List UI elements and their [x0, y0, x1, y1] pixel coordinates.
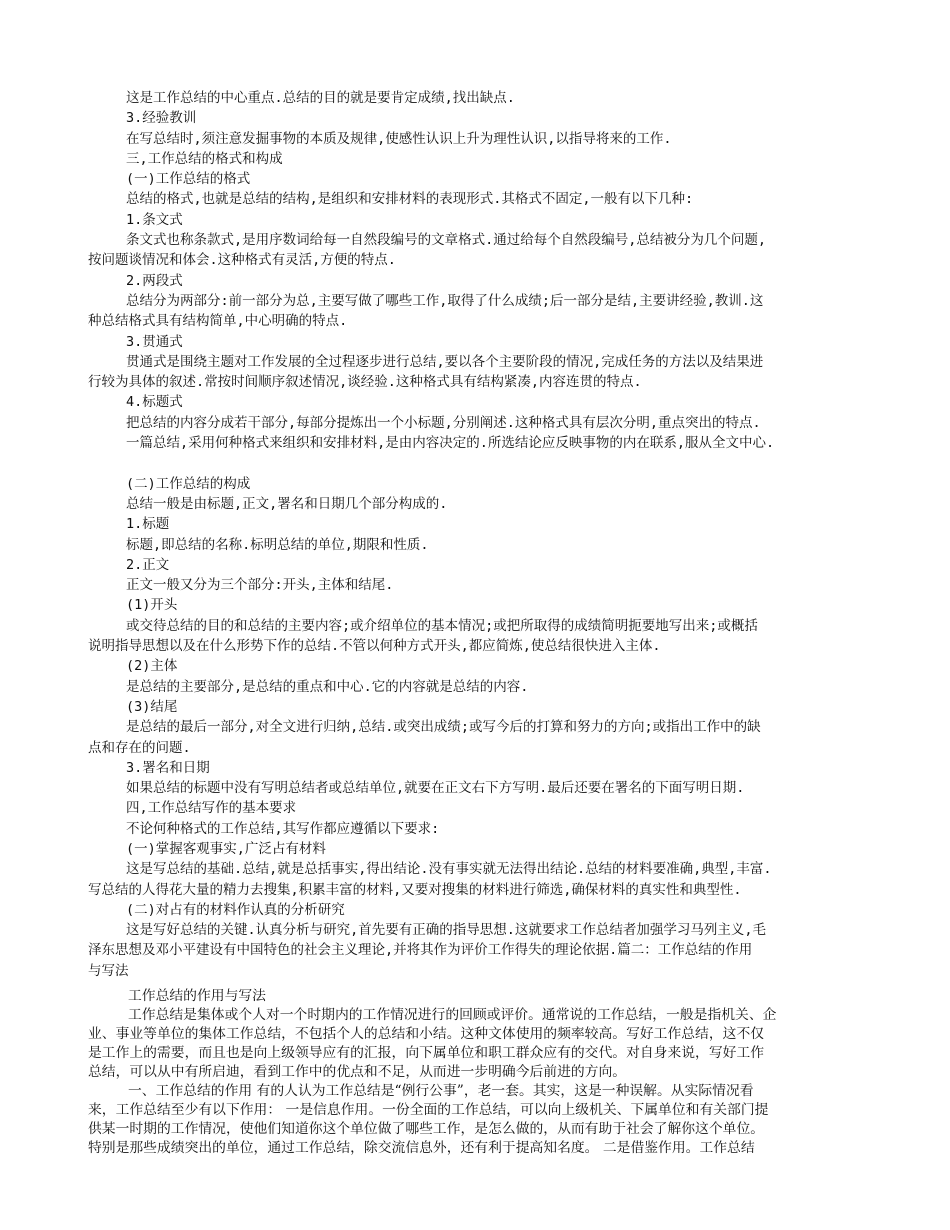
text-line: 1.条文式 [126, 211, 183, 228]
text-line: 把总结的内容分成若干部分,每部分提炼出一个小标题,分别阐述.这种格式具有层次分明,重点突出的特点. [126, 414, 761, 431]
text-line: 是总结的主要部分,是总结的重点和中心.它的内容就是总结的内容. [126, 678, 529, 695]
prose-line: 工作总结的作用与写法 [128, 988, 266, 1005]
prose-line: 工作总结是集体或个人对一个时期内的工作情况进行的回顾或评价。通常说的工作总结，一般是指机关、企 [128, 1007, 777, 1024]
text-line: (一)掌握客观事实,广泛占有材料 [126, 840, 326, 857]
text-line: 总结的格式,也就是总结的结构,是组织和安排材料的表现形式.其格式不固定,一般有以下几种: [126, 191, 694, 208]
text-line: 2.正文 [126, 556, 170, 573]
text-line: 这是写好总结的关键.认真分析与研究,首先要有正确的指导思想.这就要求工作总结者加强学习马列主义,毛 [126, 922, 767, 939]
text-line: (一)工作总结的格式 [126, 171, 251, 188]
text-line: (二)工作总结的构成 [126, 475, 251, 492]
text-line: 总结一般是由标题,正文,署名和日期几个部分构成的. [126, 495, 448, 512]
text-line: 是总结的最后一部分,对全文进行归纳,总结.或突出成绩;或写今后的打算和努力的方向;或指出工作中的缺 [126, 719, 761, 736]
prose-line: 来，工作总结至少有以下作用： 一是信息作用。一份全面的工作总结，可以向上级机关、下属单位和有关部门提 [88, 1102, 769, 1119]
text-line: 这是工作总结的中心重点.总结的目的就是要肯定成绩,找出缺点. [126, 90, 515, 106]
text-line: 如果总结的标题中没有写明总结者或总结单位,就要在正文右下方写明.最后还要在署名的下面写明日期. [126, 780, 745, 797]
text-line: 条文式也称条款式,是用序数词给每一自然段编号的文章格式.通过给每个自然段编号,总结被分为几个问题, [126, 232, 767, 249]
text-line: 泽东思想及邓小平建设有中国特色的社会主义理论,并将其作为评价工作得失的理论依据.篇二：工作总结的作用 [88, 942, 753, 959]
text-line: 三,工作总结的格式和构成 [126, 150, 283, 167]
text-line: 说明指导思想以及在什么形势下作的总结.不管以何种方式开头,都应简炼,使总结很快进入主体. [88, 638, 661, 655]
text-line: 这是写总结的基础.总结,就是总括事实,得出结论.没有事实就无法得出结论.总结的材料要准确,典型,丰富. [126, 861, 772, 878]
text-line: 或交待总结的目的和总结的主要内容;或介绍单位的基本情况;或把所取得的成绩简明扼要地写出来;或概括 [126, 617, 758, 634]
text-line: 与写法 [88, 962, 129, 979]
prose-line: 总结，可以从中有所启迪，看到工作中的优点和不足，从而进一步明确今后前进的方向。 [88, 1064, 627, 1081]
text-line: (二)对占有的材料作认真的分析研究 [126, 901, 345, 918]
text-line: 3.经验教训 [126, 110, 197, 127]
text-line: 正文一般又分为三个部分:开头,主体和结尾. [126, 577, 394, 594]
text-line: 种总结格式具有结构简单,中心明确的特点. [88, 313, 348, 330]
prose-line: 一、工作总结的作用 有的人认为工作总结是“例行公事”，老一套。其实，这是一种误解。从实际情况看 [128, 1083, 754, 1100]
text-line: 在写总结时,须注意发掘事物的本质及规律,使感性认识上升为理性认识,以指导将来的工作. [126, 130, 672, 147]
text-line: 写总结的人得花大量的精力去搜集,积累丰富的材料,又要对搜集的材料进行筛选,确保材料的真实性和典型性. [88, 881, 742, 898]
prose-line: 业、事业等单位的集体工作总结，不包括个人的总结和小结。这种文体使用的频率较高。写好工作总结，这不仅 [88, 1026, 765, 1043]
article-body [88, 88, 868, 981]
text-line: (1)开头 [126, 597, 178, 614]
text-line: 不论何种格式的工作总结,其写作都应遵循以下要求: [126, 820, 440, 837]
prose-line: 是工作上的需要，而且也是向上级领导应有的汇报，向下属单位和职工群众应有的交代。对自身来说，写好工作 [88, 1045, 765, 1062]
text-line [88, 453, 868, 473]
prose-line: 特别是那些成绩突出的单位，通过工作总结，除交流信息外，还有利于提高知名度。 二是借鉴作用。工作总结 [88, 1140, 755, 1157]
text-line: 4.标题式 [126, 394, 183, 411]
prose-line: 供某一时期的工作情况，使他们知道你这个单位做了哪些工作，是怎么做的，从而有助于社会了解你这个单位。 [88, 1121, 765, 1138]
text-line: 一篇总结,采用何种格式来组织和安排材料,是由内容决定的.所选结论应反映事物的内在联系,服从全文中心. [126, 435, 775, 452]
text-line: 3.署名和日期 [126, 759, 210, 776]
text-line: 行较为具体的叙述.常按时间顺序叙述情况,谈经验.这种格式具有结构紧凑,内容连贯的特点. [88, 374, 642, 391]
text-line: 总结分为两部分:前一部分为总,主要写做了哪些工作,取得了什么成绩;后一部分是结,主要讲经验,教训.这 [126, 292, 764, 309]
text-line: 3.贯通式 [126, 333, 183, 350]
text-line: (2)主体 [126, 658, 178, 675]
document-page [88, 88, 868, 1158]
text-line: 贯通式是围绕主题对工作发展的全过程逐步进行总结,要以各个主要阶段的情况,完成任务的方法以及结果进 [126, 353, 764, 370]
text-line: (3)结尾 [126, 698, 178, 715]
text-line: 2.两段式 [126, 272, 183, 289]
text-line: 四,工作总结写作的基本要求 [126, 800, 297, 817]
text-line: 按问题谈情况和体会.这种格式有灵活,方便的特点. [88, 252, 396, 269]
text-line: 标题,即总结的名称.标明总结的单位,期限和性质. [126, 536, 429, 553]
article-part-two [88, 987, 868, 1158]
text-line: 1.标题 [126, 516, 170, 533]
text-line: 点和存在的问题. [88, 739, 191, 756]
